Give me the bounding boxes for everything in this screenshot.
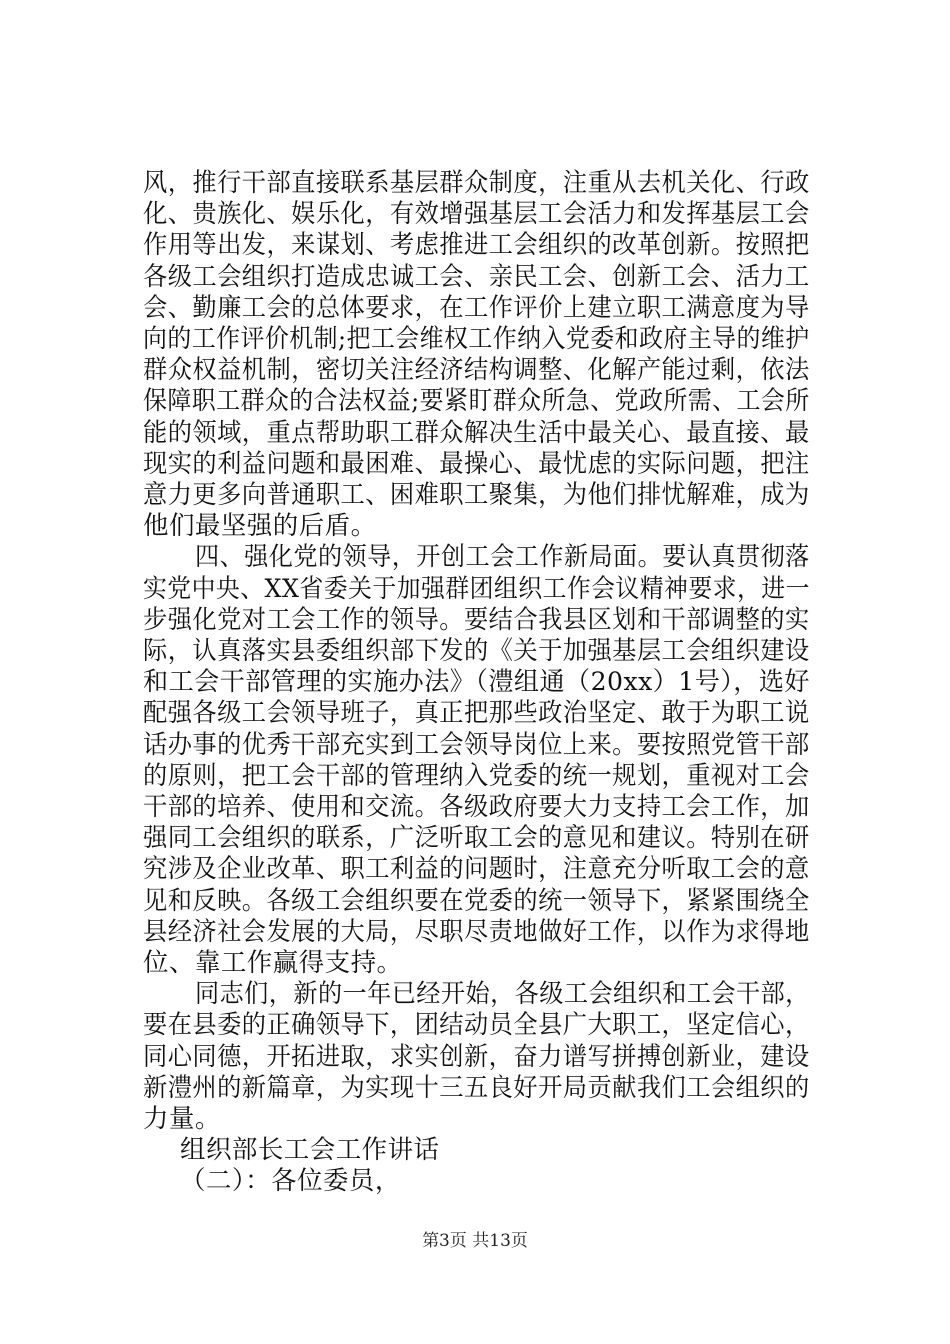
body-text-line: 群众权益机制，密切关注经济结构调整、化解产能过剩，依法 (143, 355, 810, 386)
body-text-line: 干部的培养、使用和交流。各级政府要大力支持工会工作，加 (143, 792, 810, 822)
body-text-line: 步强化党对工会工作的领导。要结合我县区划和干部调整的实 (143, 604, 810, 635)
body-text-line: 会、勤廉工会的总体要求，在工作评价上建立职工满意度为导 (143, 292, 810, 323)
body-text-line: 新澧州的新篇章，为实现十三五良好开局贡献我们工会组织的 (143, 1072, 810, 1103)
body-text-line: 话办事的优秀干部充实到工会领导岗位上来。要按照党管干部 (143, 729, 810, 760)
body-text-line: 能的领域，重点帮助职工群众解决生活中最关心、最直接、最 (143, 417, 810, 448)
body-text-line: 的原则，把工会干部的管理纳入党委的统一规划，重视对工会 (143, 760, 810, 791)
body-text-line: 他们最坚强的后盾。 (143, 511, 377, 542)
body-text-line: 位、靠工作赢得支持。 (143, 948, 403, 978)
body-text-line: 风，推行干部直接联系基层群众制度，注重从去机关化、行政 (143, 168, 810, 198)
page-number-footer: 第3页 共13页 (422, 1230, 528, 1251)
body-text-line: 向的工作评价机制;把工会维权工作纳入党委和政府主导的维护 (143, 324, 810, 354)
body-text-line: 化、贵族化、娱乐化，有效增强基层工会活力和发挥基层工会 (143, 199, 810, 230)
body-text-line: 县经济社会发展的大局，尽职尽责地做好工作，以作为求得地 (143, 916, 810, 947)
body-text-line: 各级工会组织打造成忠诚工会、亲民工会、创新工会、活力工 (143, 261, 810, 292)
body-text-line: 作用等出发，来谋划、考虑推进工会组织的改革创新。按照把 (143, 230, 810, 261)
body-text-line: 力量。 (143, 1104, 221, 1134)
body-text-line: 保障职工群众的合法权益;要紧盯群众所急、党政所需、工会所 (143, 386, 810, 417)
paragraph-start-line: 四、强化党的领导，开创工会工作新局面。要认真贯彻落 (195, 542, 810, 573)
body-text-line: 配强各级工会领导班子，真正把那些政治坚定、敢于为职工说 (143, 698, 810, 729)
body-text-line: 要在县委的正确领导下，团结动员全县广大职工，坚定信心， (143, 1010, 810, 1041)
body-text-line: 和工会干部管理的实施办法》（澧组通（20xx）1号），选好 (143, 667, 810, 698)
paragraph-start-line: 同志们，新的一年已经开始，各级工会组织和工会干部， (195, 979, 810, 1010)
body-text-line: 意力更多向普通职工、困难职工聚集，为他们排忧解难，成为 (143, 480, 810, 510)
body-text-line: 见和反映。各级工会组织要在党委的统一领导下，紧紧围绕全 (143, 885, 810, 916)
section-title: 组织部长工会工作讲话 (180, 1135, 440, 1166)
body-text-line: 实党中央、XX省委关于加强群团组织工作会议精神要求，进一 (143, 573, 810, 604)
body-text-line: 现实的利益问题和最困难、最操心、最忧虑的实际问题，把注 (143, 448, 810, 479)
body-text-line: 究涉及企业改革、职工利益的问题时，注意充分听取工会的意 (143, 854, 810, 885)
salutation-line: （二）：各位委员， (180, 1166, 401, 1197)
body-text-line: 强同工会组织的联系，广泛听取工会的意见和建议。特别在研 (143, 823, 810, 854)
body-text-line: 际，认真落实县委组织部下发的《关于加强基层工会组织建设 (143, 636, 810, 666)
body-text-line: 同心同德，开拓进取，求实创新，奋力谱写拼搏创新业，建设 (143, 1041, 810, 1072)
